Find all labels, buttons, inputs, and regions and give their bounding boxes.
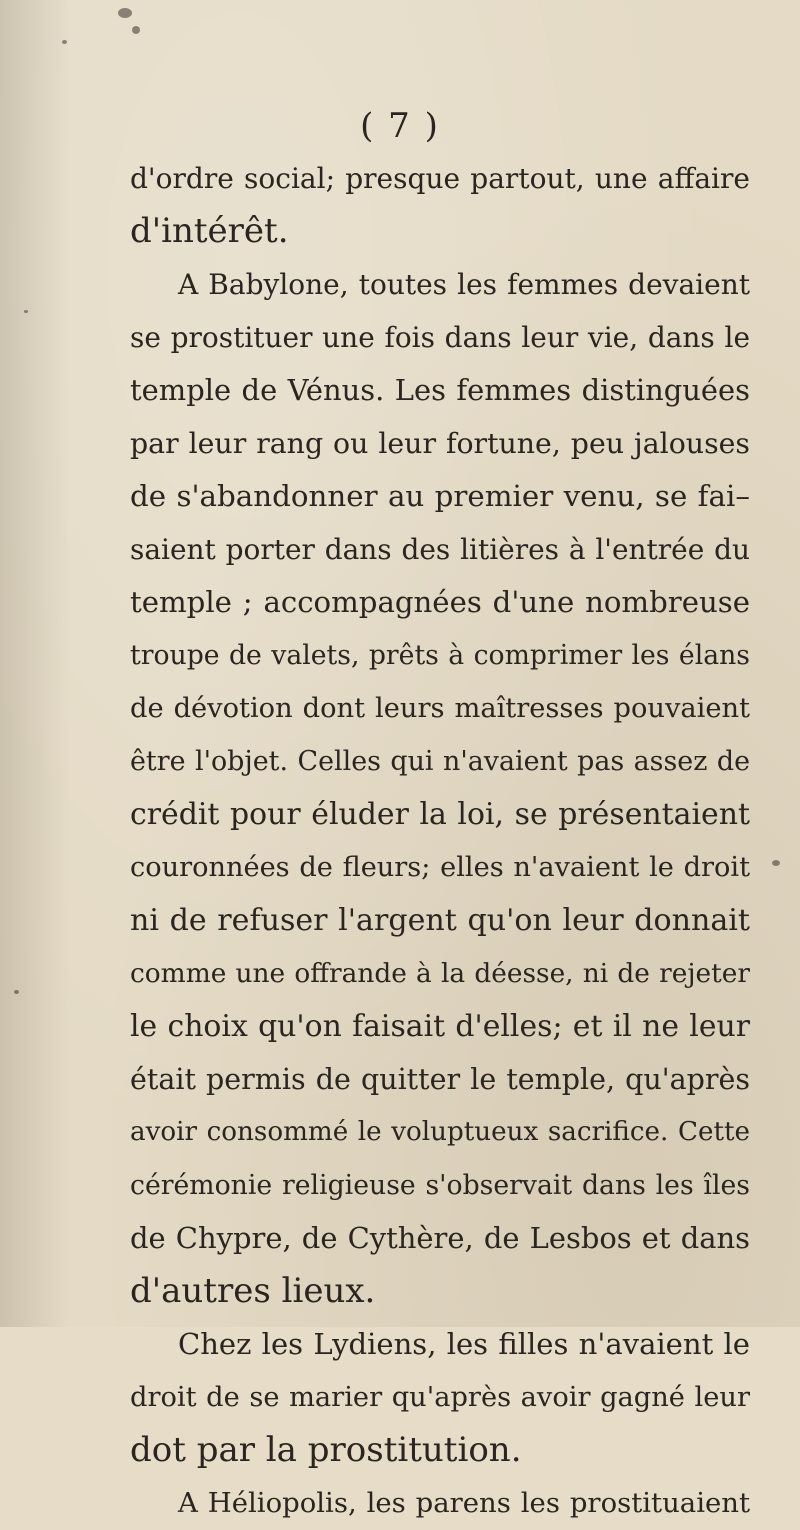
text-line: se prostituer une fois dans leur vie, dans le xyxy=(130,321,750,354)
text-line: de s'abandonner au premier venu, se fai– xyxy=(130,479,750,513)
paragraph-start-line: A Babylone, toutes les femmes devaient xyxy=(178,268,750,301)
text-line: comme une offrande à la déesse, ni de rejeter xyxy=(130,958,750,989)
text-line: couronnées de fleurs; elles n'avaient le droit xyxy=(130,852,750,883)
text-line: par leur rang ou leur fortune, peu jalouses xyxy=(130,427,750,460)
text-line: troupe de valets, prêts à comprimer les élans xyxy=(130,640,750,671)
text-line: de Chypre, de Cythère, de Lesbos et dans xyxy=(130,1221,750,1255)
ink-speck xyxy=(62,40,67,44)
text-line: droit de se marier qu'après avoir gagné leur xyxy=(130,1382,750,1413)
ink-speck xyxy=(132,26,140,34)
text-line: être l'objet. Celles qui n'avaient pas assez de xyxy=(130,746,750,777)
text-line: crédit pour éluder la loi, se présentaient xyxy=(130,797,750,832)
text-line: d'autres lieux. xyxy=(130,1271,376,1311)
ink-speck xyxy=(14,990,19,994)
text-line: temple de Vénus. Les femmes distinguées xyxy=(130,373,750,407)
text-line: temple ; accompagnées d'une nombreuse xyxy=(130,585,750,619)
paragraph-start-line: A Héliopolis, les parens les prostituaient xyxy=(178,1487,750,1519)
page-edge-shadow xyxy=(0,0,70,1327)
text-line: cérémonie religieuse s'observait dans les îles xyxy=(130,1170,750,1201)
text-line: d'intérêt. xyxy=(130,211,289,251)
ink-speck xyxy=(772,860,780,866)
text-line: saient porter dans des litières à l'entrée du xyxy=(130,533,750,566)
text-line: avoir consommé le voluptueux sacrifice. Cette xyxy=(130,1117,750,1147)
body-text xyxy=(130,152,750,1530)
text-line: était permis de quitter le temple, qu'après xyxy=(130,1063,750,1096)
page-number: ( 7 ) xyxy=(360,106,440,146)
text-line: d'ordre social; presque partout, une affaire xyxy=(130,162,750,195)
paragraph-start-line: Chez les Lydiens, les filles n'avaient le xyxy=(178,1327,750,1361)
text-line: dot par la prostitution. xyxy=(130,1430,522,1470)
ink-speck xyxy=(24,310,28,313)
text-line: ni de refuser l'argent qu'on leur donnait xyxy=(130,903,750,938)
text-line: de dévotion dont leurs maîtresses pouvaient xyxy=(130,693,750,724)
ink-speck xyxy=(118,8,132,18)
text-line: le choix qu'on faisait d'elles; et il ne leur xyxy=(130,1009,750,1044)
